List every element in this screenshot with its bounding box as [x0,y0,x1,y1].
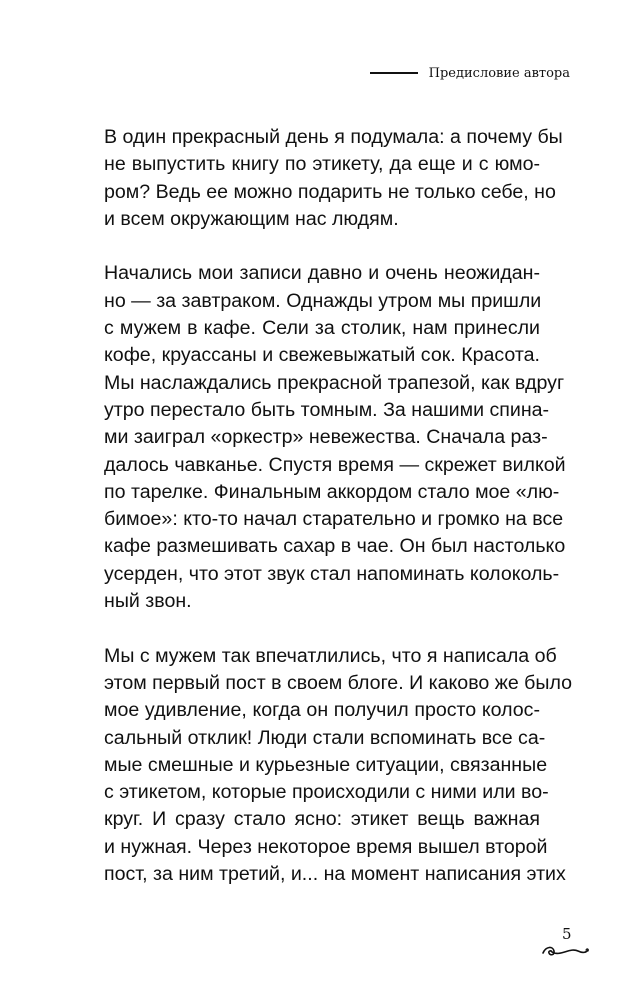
running-header-title: Предисловие автора [428,65,570,81]
paragraph-1 [104,124,563,233]
paragraph-gap [104,615,540,642]
text-line: кофе, круассаны и свежевыжатый сок. Красота. [104,344,540,367]
text-line: сальный отклик! Люди стали вспоминать все са- [104,726,546,749]
text-line: утро перестало быть томным. За нашими спина- [104,398,550,421]
text-line: далось чавканье. Спустя время — скрежет вилкой [104,453,566,476]
text-line: по тарелке. Финальным аккордом стало мое «лю- [104,480,560,503]
page-folio [540,925,590,965]
text-line: пост, за ним третий, и... на момент написания этих [104,863,566,886]
body-text [104,124,573,888]
page-number: 5 [562,925,572,943]
text-line: и всем окружающим нас людям. [104,207,399,230]
text-line: бимое»: кто-то начал старательно и громко на все [104,508,564,531]
text-line: и нужная. Через некоторое время вышел второй [104,835,548,858]
text-line: мые смешные и курьезные ситуации, связанные [104,753,548,776]
header-rule [370,72,418,74]
text-line: Мы с мужем так впечатлились, что я написала об [104,644,557,667]
text-line: ный звон. [104,590,192,613]
text-line: усерден, что этот звук стал напоминать колоколь- [104,562,560,585]
text-line: с этикетом, которые происходили с ними или во- [104,781,549,804]
flourish-icon [540,941,590,963]
text-line: Начались мои записи давно и очень неожидан- [104,262,540,285]
running-header [370,62,570,84]
text-line: но — за завтраком. Однажды утром мы пришли [104,289,542,312]
text-line: ми заиграл «оркестр» невежества. Сначала раз- [104,426,548,449]
text-line: кафе размешивать сахар в чае. Он был настолько [104,535,566,558]
text-line: В один прекрасный день я подумала: а почему бы [104,126,563,148]
text-line: с мужем в кафе. Сели за столик, нам принесли [104,317,540,340]
paragraph-2 [104,260,566,615]
text-line: мое удивление, когда он получил просто колос- [104,699,540,722]
text-line: ром? Ведь ее можно подарить не только себе, но [104,180,556,203]
text-line: Мы наслаждались прекрасной трапезой, как вдруг [104,371,565,394]
text-line: этом первый пост в своем блоге. И каково же было [104,671,573,694]
paragraph-3 [104,643,573,889]
text-line: круг. И сразу стало ясно: этикет вещь важная [104,808,540,831]
text-line: не выпустить книгу по этикету, да еще и с юмо- [104,153,540,176]
paragraph-gap [104,233,540,260]
